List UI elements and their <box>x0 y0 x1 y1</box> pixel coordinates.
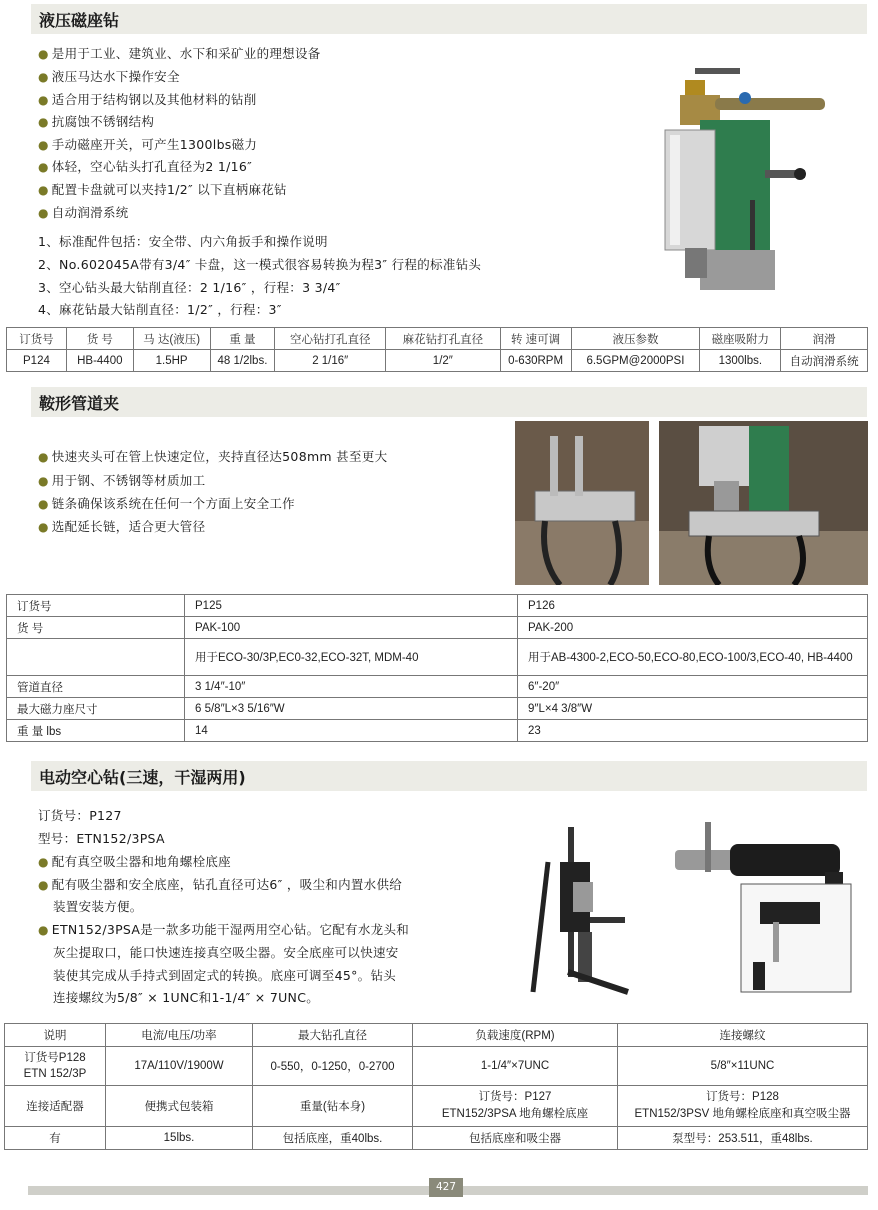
table-header-cell: 液压参数 <box>571 328 700 350</box>
table-cell: 包括底座和吸尘器 <box>413 1127 618 1150</box>
table-cell: 17A/110V/1900W <box>106 1047 253 1086</box>
table-cell: 1.5HP <box>133 350 210 372</box>
table-cell: 重 量 lbs <box>7 720 185 742</box>
table-cell: 2 1/16″ <box>275 350 386 372</box>
section-title: 电动空心钻(三速，干湿两用) <box>39 768 246 787</box>
bullet-icon: ● <box>38 138 49 152</box>
bullet-icon: ● <box>38 70 49 84</box>
table-header-cell: 订货号 <box>7 328 67 350</box>
list-item: ● ETN152/3PSA是一款多功能干湿两用空心钻。它配有水龙头和 <box>38 922 410 937</box>
table-row <box>5 1024 868 1047</box>
bullet-icon: ● <box>38 115 49 129</box>
note-line: 3、空心钻头最大钻削直径：2 1/16″ ，行程：3 3/4″ <box>38 280 341 295</box>
bullet-icon: ● <box>38 206 49 220</box>
table-header-row <box>7 328 868 350</box>
spec-table-p124 <box>6 327 868 372</box>
table-cell: 自动润滑系统 <box>781 350 868 372</box>
table-cell: HB-4400 <box>66 350 133 372</box>
spec-table-p125-p126 <box>6 594 868 742</box>
table-cell: 0-550，0-1250，0-2700 <box>253 1047 413 1086</box>
list-item: ● 链条确保该系统在任何一个方面上安全工作 <box>38 496 295 511</box>
table-cell: 货 号 <box>7 617 185 639</box>
table-cell: 最大磁力座尺寸 <box>7 698 185 720</box>
list-item: ● 液压马达水下操作安全 <box>38 69 180 84</box>
table-header-cell: 麻花钻打孔直径 <box>386 328 501 350</box>
table-cell: PAK-100 <box>185 617 518 639</box>
table-cell: 1/2″ <box>386 350 501 372</box>
list-item-continued: 连接螺纹为5/8″ × 1UNC和1-1/4″ × 7UNC。 <box>53 990 320 1005</box>
bullet-icon: ● <box>38 47 49 61</box>
table-cell: 14 <box>185 720 518 742</box>
order-number: 订货号：P127 <box>38 808 122 823</box>
list-item: ● 适合用于结构钢以及其他材料的钻削 <box>38 92 257 107</box>
table-cell: 1-1/4″×7UNC <box>413 1047 618 1086</box>
table-row <box>5 1086 868 1127</box>
list-item: ● 自动润滑系统 <box>38 205 129 220</box>
hydraulic-magnetic-drill-image <box>640 60 830 300</box>
table-cell: 23 <box>518 720 868 742</box>
table-cell: 有 <box>5 1127 106 1150</box>
bullet-icon: ● <box>38 855 49 869</box>
section-header-magnetic-drill <box>31 4 867 34</box>
list-item: ● 配置卡盘就可以夹持1/2″ 以下直柄麻花钻 <box>38 182 287 197</box>
table-cell: P126 <box>518 595 868 617</box>
list-item: ● 配有真空吸尘器和地角螺栓底座 <box>38 854 231 869</box>
table-cell: 订货号：P127 ETN152/3PSA 地角螺栓底座 <box>413 1086 618 1127</box>
bullet-icon: ● <box>38 497 49 511</box>
pipe-clamp-image <box>515 421 649 585</box>
core-drill-stand-image <box>528 822 638 1002</box>
bullet-icon: ● <box>38 923 49 937</box>
table-cell: 重量(钻本身) <box>253 1086 413 1127</box>
note-line: 4、麻花钻最大钻削直径：1/2″ ，行程：3″ <box>38 302 282 317</box>
list-item: ● 快速夹头可在管上快速定位，夹持直径达508mm 甚至更大 <box>38 449 388 464</box>
table-cell: 泵型号：253.511，重48lbs. <box>618 1127 868 1150</box>
section-title: 液压磁座钻 <box>39 11 120 30</box>
bullet-icon: ● <box>38 520 49 534</box>
table-cell: 1300lbs. <box>700 350 781 372</box>
table-row <box>5 1047 868 1086</box>
table-header-cell: 空心钻打孔直径 <box>275 328 386 350</box>
table-row <box>7 595 868 617</box>
table-cell: 订货号P128 ETN 152/3P <box>5 1047 106 1086</box>
table-cell: 便携式包装箱 <box>106 1086 253 1127</box>
table-cell: PAK-200 <box>518 617 868 639</box>
section-header-pipe-clamp <box>31 387 867 417</box>
table-cell: P124 <box>7 350 67 372</box>
table-header-cell: 重 量 <box>210 328 275 350</box>
table-cell: 9″L×4 3/8″W <box>518 698 868 720</box>
table-row <box>7 639 868 676</box>
table-cell: 0-630RPM <box>500 350 571 372</box>
bullet-icon: ● <box>38 878 49 892</box>
table-row <box>5 1127 868 1150</box>
table-header-cell: 马 达(液压) <box>133 328 210 350</box>
table-cell: 用于AB-4300-2,ECO-50,ECO-80,ECO-100/3,ECO-40, HB-4400 <box>518 639 868 676</box>
list-item: ● 配有吸尘器和安全底座，钻孔直径可达6″ ，吸尘和内置水供给 <box>38 877 403 892</box>
list-item-continued: 装置安装方便。 <box>53 899 143 914</box>
table-header-cell: 润滑 <box>781 328 868 350</box>
table-cell: 连接适配器 <box>5 1086 106 1127</box>
table-cell: 15lbs. <box>106 1127 253 1150</box>
table-header-cell: 磁座吸附力 <box>700 328 781 350</box>
handheld-core-drill-image <box>675 822 855 997</box>
spec-table-p127-p128 <box>4 1023 868 1150</box>
bullet-icon: ● <box>38 160 49 174</box>
model-number: 型号：ETN152/3PSA <box>38 831 165 846</box>
list-item: ● 是用于工业、建筑业、水下和采矿业的理想设备 <box>38 46 321 61</box>
bullet-icon: ● <box>38 183 49 197</box>
table-cell: P125 <box>185 595 518 617</box>
table-cell: 6″-20″ <box>518 676 868 698</box>
table-row <box>7 350 868 372</box>
table-cell: 用于ECO-30/3P,EC0-32,ECO-32T, MDM-40 <box>185 639 518 676</box>
bullet-icon: ● <box>38 450 49 464</box>
table-cell: 48 1/2lbs. <box>210 350 275 372</box>
table-row <box>7 720 868 742</box>
bullet-icon: ● <box>38 93 49 107</box>
table-header-cell: 说明 <box>5 1024 106 1047</box>
table-cell: 3 1/4″-10″ <box>185 676 518 698</box>
list-item-continued: 装使其完成从手持式到固定式的转换。底座可调至45°。钻头 <box>53 968 397 983</box>
table-cell: 6 5/8″L×3 5/16″W <box>185 698 518 720</box>
table-header-cell: 连接螺纹 <box>618 1024 868 1047</box>
drill-on-pipe-image <box>659 421 868 585</box>
table-row <box>7 617 868 639</box>
table-row <box>7 698 868 720</box>
table-cell: 包括底座，重40lbs. <box>253 1127 413 1150</box>
table-cell: 订货号 <box>7 595 185 617</box>
list-item: ● 手动磁座开关，可产生1300lbs磁力 <box>38 137 258 152</box>
note-line: 2、No.602045A带有3/4″ 卡盘，这一模式很容易转换为程3″ 行程的标准钻头 <box>38 257 482 272</box>
list-item: ● 用于钢、不锈钢等材质加工 <box>38 473 206 488</box>
table-header-cell: 转 速可调 <box>500 328 571 350</box>
table-header-cell: 负载速度(RPM) <box>413 1024 618 1047</box>
table-cell: 订货号：P128 ETN152/3PSV 地角螺栓底座和真空吸尘器 <box>618 1086 868 1127</box>
table-header-cell: 最大钻孔直径 <box>253 1024 413 1047</box>
list-item: ● 抗腐蚀不锈钢结构 <box>38 114 155 129</box>
note-line: 1、标准配件包括：安全带、内六角扳手和操作说明 <box>38 234 328 249</box>
table-header-cell: 货 号 <box>66 328 133 350</box>
page-number: 427 <box>429 1178 463 1197</box>
table-cell: 管道直径 <box>7 676 185 698</box>
list-item: ● 体轻，空心钻头打孔直径为2 1/16″ <box>38 159 253 174</box>
table-cell <box>7 639 185 676</box>
section-title: 鞍形管道夹 <box>39 394 120 413</box>
list-item: ● 选配延长链，适合更大管径 <box>38 519 206 534</box>
section-header-core-drill <box>31 761 867 791</box>
table-row <box>7 676 868 698</box>
bullet-icon: ● <box>38 474 49 488</box>
table-cell: 6.5GPM@2000PSI <box>571 350 700 372</box>
list-item-continued: 灰尘提取口，能口快速连接真空吸尘器。安全底座可以快速安 <box>53 945 399 960</box>
table-cell: 5/8″×11UNC <box>618 1047 868 1086</box>
table-header-cell: 电流/电压/功率 <box>106 1024 253 1047</box>
